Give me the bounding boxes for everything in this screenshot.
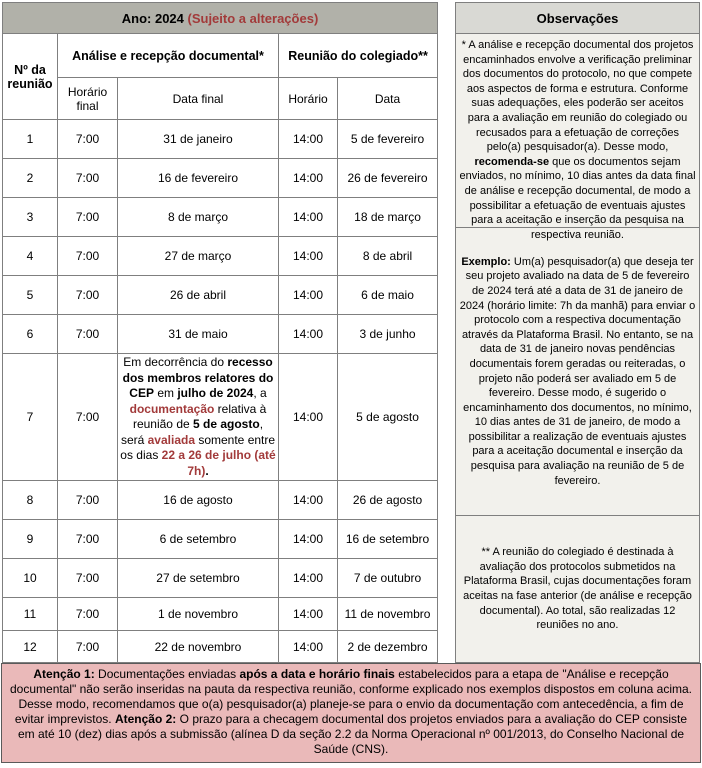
final-date-cell: 22 de novembro	[118, 631, 279, 663]
final-time-cell: 7:00	[58, 120, 118, 159]
observation-collegiate-note	[456, 516, 699, 662]
meeting-number-cell: 12	[3, 631, 58, 663]
column-header-time: Horário	[279, 78, 338, 120]
meeting-time-cell: 14:00	[279, 631, 338, 663]
year-banner-row	[3, 3, 438, 34]
final-date-cell: 1 de novembro	[118, 598, 279, 631]
final-date-cell: 26 de abril	[118, 276, 279, 315]
observation-collegiate-note-text: ** A reunião do colegiado é destinada à avaliação dos protocolos submetidos na Plataforma Brasil, cujas documentações foram aceitas na fase anterior (de análise e recepção documental). Ao total, são realizadas 12 reuniões no ano.	[463, 546, 692, 632]
final-time-cell: 7:00	[58, 481, 118, 520]
meeting-date-cell: 26 de agosto	[338, 481, 438, 520]
meeting-number-cell: 11	[3, 598, 58, 631]
meeting-time-cell: 14:00	[279, 315, 338, 354]
final-date-cell: 16 de fevereiro	[118, 159, 279, 198]
meeting-time-cell: 14:00	[279, 276, 338, 315]
table-row	[3, 276, 438, 315]
meeting-date-cell: 3 de junho	[338, 315, 438, 354]
observation-analysis-note	[456, 34, 699, 241]
sub-header-row	[3, 78, 438, 120]
meeting-number-cell: 4	[3, 237, 58, 276]
meeting-date-cell: 2 de dezembro	[338, 631, 438, 663]
table-row	[3, 598, 438, 631]
meeting-time-cell: 14:00	[279, 520, 338, 559]
column-header-date: Data	[338, 78, 438, 120]
table-row	[3, 559, 438, 598]
column-header-final-time: Horário final	[58, 78, 118, 120]
observation-analysis-note-text: * A análise e recepção documental dos projetos encaminhados envolve a verificação preliminar dos documentos do protocolo, no que compete aos aspectos de forma e estrutura. Conforme suas adequações, eles poderão ser aceitos para a avaliação em reunião do colegiado ou recusados para a efetuação de correções pelo(a) pesquisador(a). Desse modo, recomenda-se que os documentos sejam enviados, no mínimo, 10 dias antes da data final de análise e recepção documental, de modo a possibilitar a efetuação de eventuais ajustes para a aceitação e inserção da pesquisa na respectiva reunião.	[459, 39, 696, 241]
observations-panel	[455, 2, 700, 663]
final-date-cell: 6 de setembro	[118, 520, 279, 559]
final-time-cell: 7:00	[58, 315, 118, 354]
meeting-number-cell: 3	[3, 198, 58, 237]
table-row	[3, 520, 438, 559]
observations-title: Observações	[456, 3, 699, 34]
column-group-collegiate: Reunião do colegiado**	[279, 34, 438, 78]
meeting-date-cell: 5 de fevereiro	[338, 120, 438, 159]
attention-note-text: Atenção 1: Documentações enviadas após a data e horário finais estabelecidos para a etapa de "Análise e recepção documental" não serão inseridas na pauta da respectiva reunião, conforme explicado nos exemplos dispostos em coluna acima. Desse modo, recomendamos que o(a) pesquisador(a) planeje-se para o envio da documentação com antecedência, a fim de evitar imprevistos. Atenção 2: O prazo para a checagem documental dos projetos enviados para a avaliação do CEP consiste em até 10 (dez) dias após a submissão (alínea D da seção 2.2 da Norma Operacional nº 001/2013, do Conselho Nacional de Saúde (CNS).	[10, 667, 692, 756]
final-time-cell: 7:00	[58, 198, 118, 237]
meeting-time-cell: 14:00	[279, 354, 338, 481]
meeting-date-cell: 11 de novembro	[338, 598, 438, 631]
recess-notice-cell: Em decorrência do recesso dos membros relatores do CEP em julho de 2024, a documentação relativa à reunião de 5 de agosto, será avaliada somente entre os dias 22 a 26 de julho (até 7h).	[118, 354, 279, 481]
final-time-cell: 7:00	[58, 237, 118, 276]
final-time-cell: 7:00	[58, 631, 118, 663]
attention-note	[1, 663, 701, 763]
meeting-number-cell: 6	[3, 315, 58, 354]
final-time-cell: 7:00	[58, 520, 118, 559]
meeting-date-cell: 16 de setembro	[338, 520, 438, 559]
table-row	[3, 631, 438, 663]
observation-example-note-text: Exemplo: Um(a) pesquisador(a) que deseja ter seu projeto avaliado na data de 5 de fevereiro de 2024 terá até a data de 31 de janeiro de 2024 (horário limite: 7h da manhã) para enviar o protocolo com a respectiva documentação através da Plataforma Brasil. No entanto, se na data de 31 de janeiro novas pendências documentais forem geradas ou reiteradas, o projeto não poderá ser avaliado em 5 de fevereiro. Desse modo, é sugerido o encaminhamento dos documentos, no mínimo, 10 dias antes de 31 de janeiro, de modo a possibilitar a realização de eventuais ajustes para a aceitação documental e inserção da pesquisa para avaliação na reunião de 5 de fevereiro.	[459, 255, 696, 487]
final-time-cell: 7:00	[58, 598, 118, 631]
meeting-number-cell: 5	[3, 276, 58, 315]
table-row-july-recess	[3, 354, 438, 481]
table-row	[3, 237, 438, 276]
column-header-final-date: Data final	[118, 78, 279, 120]
final-date-cell: 27 de setembro	[118, 559, 279, 598]
meeting-time-cell: 14:00	[279, 120, 338, 159]
table-row	[3, 315, 438, 354]
meeting-date-cell: 18 de março	[338, 198, 438, 237]
table-row	[3, 198, 438, 237]
meeting-date-cell: 6 de maio	[338, 276, 438, 315]
column-group-analysis: Análise e recepção documental*	[58, 34, 279, 78]
table-row	[3, 120, 438, 159]
final-date-cell: 16 de agosto	[118, 481, 279, 520]
table-row	[3, 481, 438, 520]
meeting-time-cell: 14:00	[279, 237, 338, 276]
final-time-cell: 7:00	[58, 276, 118, 315]
meeting-number-cell: 10	[3, 559, 58, 598]
meeting-time-cell: 14:00	[279, 481, 338, 520]
schedule-table	[2, 2, 438, 663]
final-date-cell: 8 de março	[118, 198, 279, 237]
final-time-cell: 7:00	[58, 159, 118, 198]
final-date-cell: 27 de março	[118, 237, 279, 276]
meeting-date-cell: 26 de fevereiro	[338, 159, 438, 198]
meeting-date-cell: 7 de outubro	[338, 559, 438, 598]
meeting-time-cell: 14:00	[279, 559, 338, 598]
final-time-cell: 7:00	[58, 354, 118, 481]
meeting-number-cell: 1	[3, 120, 58, 159]
meeting-number-cell: 8	[3, 481, 58, 520]
meeting-number-cell: 2	[3, 159, 58, 198]
final-date-cell: 31 de maio	[118, 315, 279, 354]
meeting-time-cell: 14:00	[279, 198, 338, 237]
meeting-date-cell: 8 de abril	[338, 237, 438, 276]
column-header-meeting-number: Nº da reunião	[3, 34, 58, 120]
group-header-row	[3, 34, 438, 78]
meeting-number-cell: 7	[3, 354, 58, 481]
table-row	[3, 159, 438, 198]
meeting-time-cell: 14:00	[279, 598, 338, 631]
meeting-time-cell: 14:00	[279, 159, 338, 198]
year-banner: Ano: 2024 (Sujeito a alterações)	[3, 3, 438, 34]
final-time-cell: 7:00	[58, 559, 118, 598]
observation-example-note	[456, 228, 699, 516]
meeting-date-cell: 5 de agosto	[338, 354, 438, 481]
final-date-cell: 31 de janeiro	[118, 120, 279, 159]
meeting-number-cell: 9	[3, 520, 58, 559]
